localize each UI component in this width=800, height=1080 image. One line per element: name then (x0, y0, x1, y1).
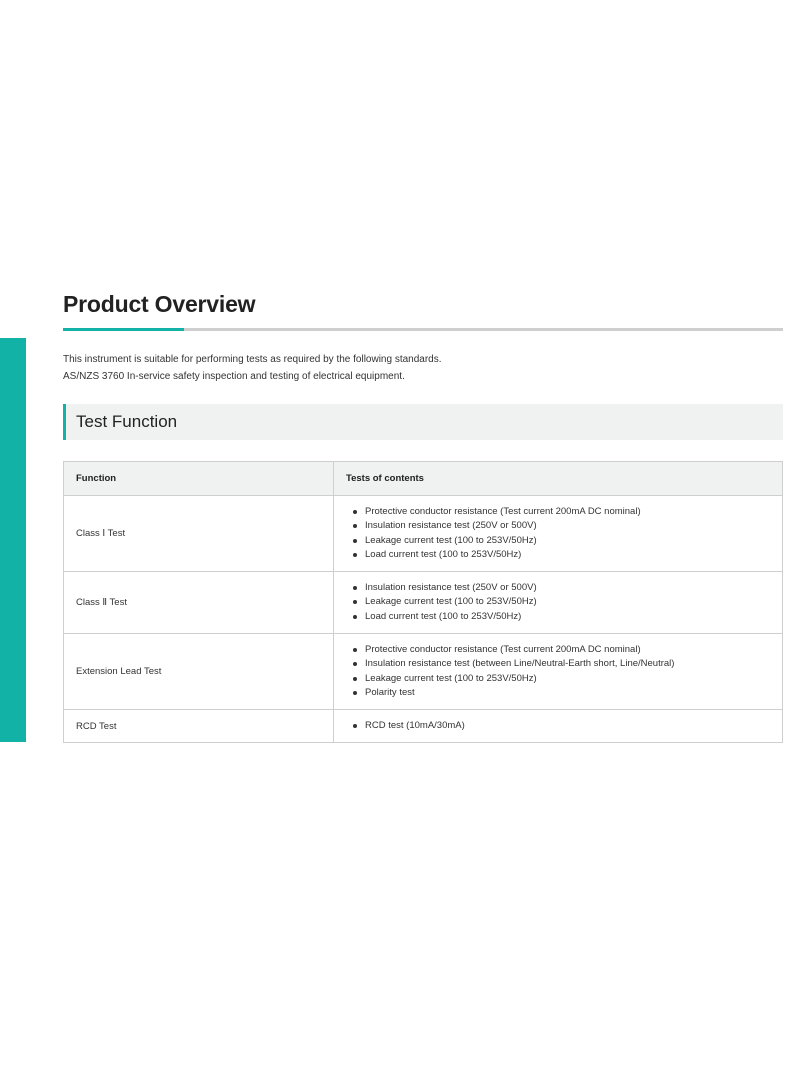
column-header-tests: Tests of contents (334, 462, 783, 496)
list-item: Leakage current test (100 to 253V/50Hz) (346, 672, 770, 686)
section-header (63, 404, 783, 440)
function-cell: Class Ⅰ Test (64, 496, 334, 572)
function-cell: Extension Lead Test (64, 634, 334, 710)
list-item: RCD test (10mA/30mA) (346, 719, 770, 733)
section-title: Test Function (76, 412, 178, 431)
tests-cell (334, 496, 783, 572)
intro-line-2: AS/NZS 3760 In-service safety inspection and testing of electrical equipment. (63, 371, 405, 382)
intro-line-1: This instrument is suitable for performing tests as required by the following standards. (63, 354, 442, 365)
tests-list (346, 581, 770, 624)
test-function-table (63, 461, 783, 743)
tests-cell (334, 572, 783, 634)
list-item: Protective conductor resistance (Test current 200mA DC nominal) (346, 505, 770, 519)
tests-cell (334, 710, 783, 743)
table-row (64, 634, 783, 710)
list-item: Leakage current test (100 to 253V/50Hz) (346, 534, 770, 548)
tests-list (346, 505, 770, 562)
title-divider (63, 328, 783, 331)
title-divider-accent (63, 328, 184, 331)
list-item: Leakage current test (100 to 253V/50Hz) (346, 595, 770, 609)
page-title: Product Overview (63, 291, 256, 317)
table-row (64, 496, 783, 572)
side-accent-bar (0, 338, 26, 742)
table-row (64, 710, 783, 743)
function-cell: Class Ⅱ Test (64, 572, 334, 634)
list-item: Load current test (100 to 253V/50Hz) (346, 548, 770, 562)
table-header-row (64, 462, 783, 496)
intro-text (63, 351, 442, 385)
list-item: Insulation resistance test (between Line/Neutral-Earth short, Line/Neutral) (346, 657, 770, 671)
list-item: Protective conductor resistance (Test current 200mA DC nominal) (346, 643, 770, 657)
function-cell: RCD Test (64, 710, 334, 743)
list-item: Polarity test (346, 686, 770, 700)
list-item: Insulation resistance test (250V or 500V) (346, 581, 770, 595)
column-header-function: Function (64, 462, 334, 496)
tests-list (346, 643, 770, 700)
list-item: Insulation resistance test (250V or 500V) (346, 519, 770, 533)
list-item: Load current test (100 to 253V/50Hz) (346, 610, 770, 624)
table-row (64, 572, 783, 634)
tests-list (346, 719, 770, 733)
tests-cell (334, 634, 783, 710)
